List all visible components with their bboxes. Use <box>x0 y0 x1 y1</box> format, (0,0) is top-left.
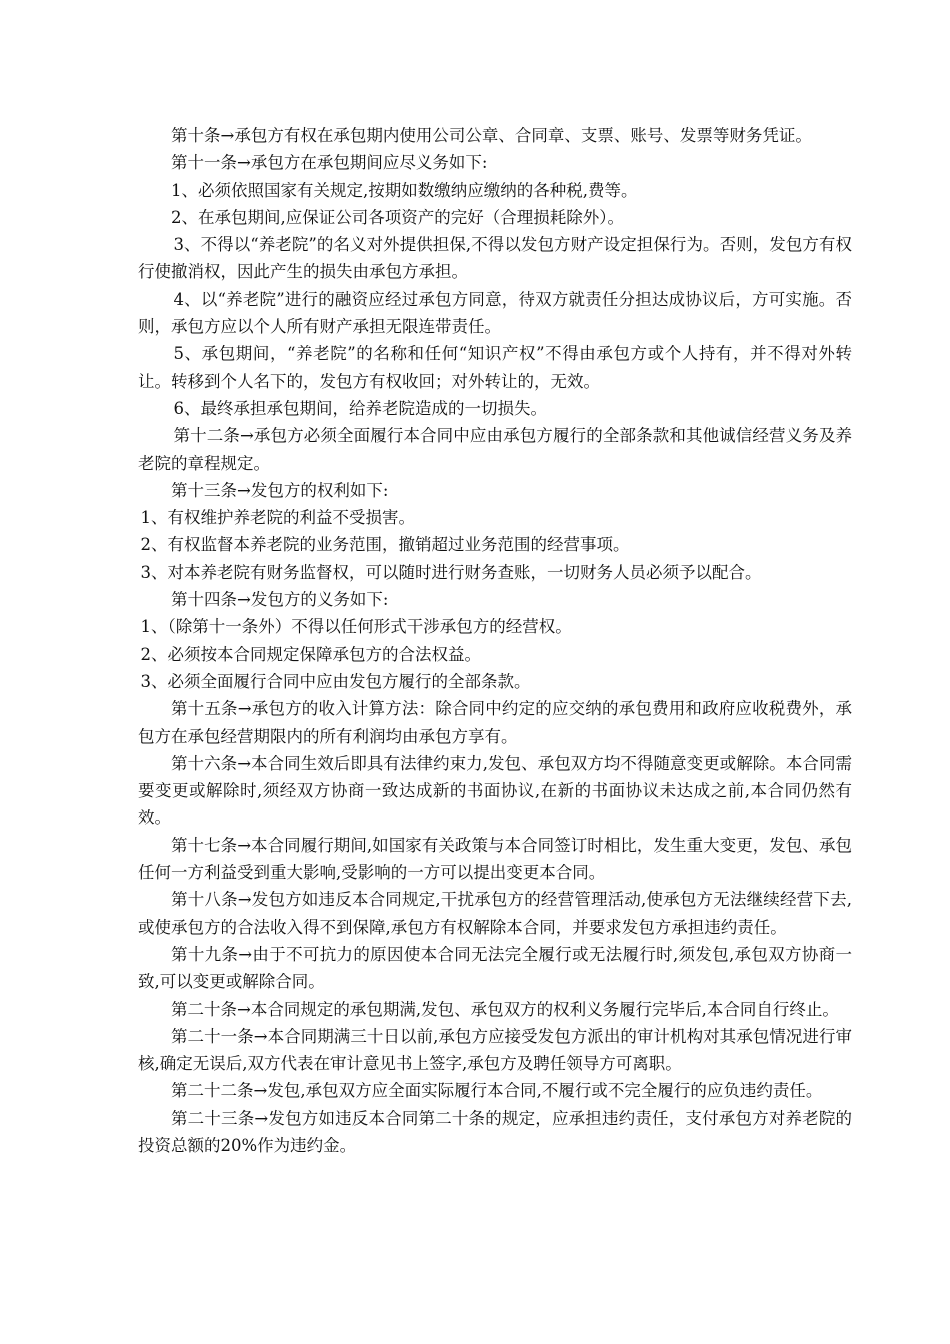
document-body <box>138 122 852 1159</box>
clause-11-item-5: 5、承包期间，“养老院”的名称和任何“知识产权”不得由承包方或个人持有，并不得对外转让。转移到个人名下的，发包方有权收回；对外转让的，无效。 <box>138 344 852 391</box>
clause-18: 第十八条→发包方如违反本合同规定,干扰承包方的经营管理活动,使承包方无法继续经营下去,或使承包方的合法收入得不到保障,承包方有权解除本合同，并要求发包方承担违约责任。 <box>138 890 852 937</box>
clause-23: 第二十三条→发包方如违反本合同第二十条的规定，应承担违约责任，支付承包方对养老院的投资总额的20%作为违约金。 <box>138 1108 852 1155</box>
clause-13-heading: 第十三条→发包方的权利如下: <box>171 480 389 500</box>
clause-14-item-2: 2、必须按本合同规定保障承包方的合法权益。 <box>140 644 481 664</box>
clause-13-item-2: 2、有权监督本养老院的业务范围，撤销超过业务范围的经营事项。 <box>140 535 630 555</box>
clause-11-item-2: 2、在承包期间,应保证公司各项资产的完好（合理损耗除外）。 <box>171 207 624 227</box>
clause-12: 第十二条→承包方必须全面履行本合同中应由承包方履行的全部条款和其他诚信经营义务及养老院的章程规定。 <box>138 426 852 473</box>
clause-19: 第十九条→由于不可抗力的原因使本合同无法完全履行或无法履行时,须发包,承包双方协商一致,可以变更或解除合同。 <box>138 944 852 992</box>
clause-14-item-3: 3、必须全面履行合同中应由发包方履行的全部条款。 <box>140 671 531 691</box>
clause-10: 第十条→承包方有权在承包期内使用公司公章、合同章、支票、账号、发票等财务凭证。 <box>171 126 812 145</box>
clause-22: 第二十二条→发包,承包双方应全面实际履行本合同,不履行或不完全履行的应负违约责任。 <box>171 1081 823 1101</box>
clause-14-heading: 第十四条→发包方的义务如下: <box>171 590 389 610</box>
clause-16: 第十六条→本合同生效后即具有法律约束力,发包、承包双方均不得随意变更或解除。本合同需要变更或解除时,须经双方协商一致达成新的书面协议,在新的书面协议未达成之前,本合同仍然有效。 <box>138 753 852 828</box>
clause-11-item-4: 4、以“养老院”进行的融资应经过承包方同意，待双方就责任分担达成协议后，方可实施。否则，承包方应以个人所有财产承担无限连带责任。 <box>138 289 852 337</box>
clause-15: 第十五条→承包方的收入计算方法：除合同中约定的应交纳的承包费用和政府应收税费外，承包方在承包经营期限内的所有利润均由承包方享有。 <box>138 699 852 746</box>
clause-13-item-1: 1、有权维护养老院的利益不受损害。 <box>140 508 415 528</box>
clause-21: 第二十一条→本合同期满三十日以前,承包方应接受发包方派出的审计机构对其承包情况进行审核,确定无误后,双方代表在审计意见书上签字,承包方及聘任领导方可离职。 <box>138 1026 852 1074</box>
clause-20: 第二十条→本合同规定的承包期满,发包、承包双方的权利义务履行完毕后,本合同自行终止。 <box>171 999 839 1019</box>
clause-11-item-6: 6、最终承担承包期间，给养老院造成的一切损失。 <box>173 398 547 418</box>
clause-11-heading: 第十一条→承包方在承包期间应尽义务如下: <box>171 153 488 173</box>
clause-17: 第十七条→本合同履行期间,如国家有关政策与本合同签订时相比，发生重大变更，发包、承包任何一方利益受到重大影响,受影响的一方可以提出变更本合同。 <box>138 835 852 883</box>
clause-13-item-3: 3、对本养老院有财务监督权，可以随时进行财务查账，一切财务人员必须予以配合。 <box>140 562 762 582</box>
clause-11-item-1: 1、必须依照国家有关规定,按期如数缴纳应缴纳的各种税,费等。 <box>171 180 638 200</box>
clause-14-item-1: 1、（除第十一条外）不得以任何形式干涉承包方的经营权。 <box>140 617 572 637</box>
clause-11-item-3: 3、不得以“养老院”的名义对外提供担保,不得以发包方财产设定担保行为。否则，发包方有权行使撤消权，因此产生的损失由承包方承担。 <box>138 235 852 282</box>
